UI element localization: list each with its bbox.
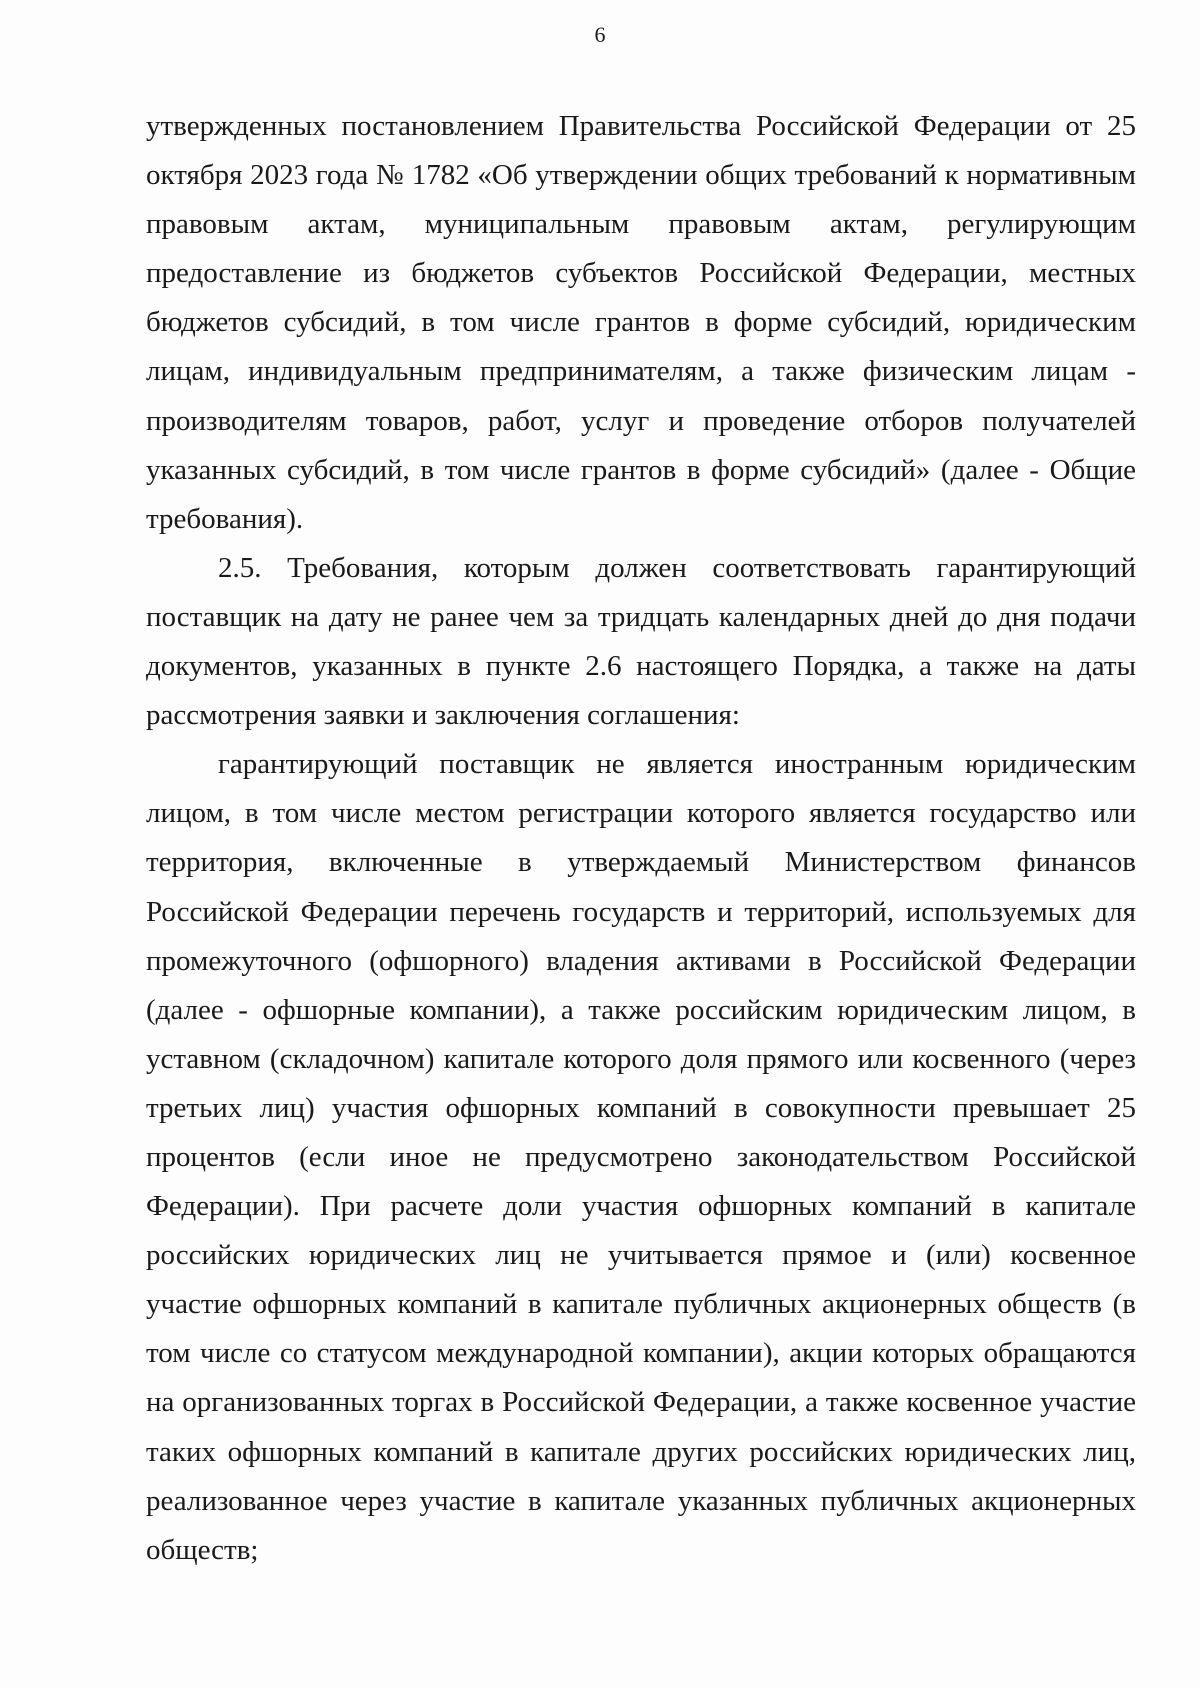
- paragraph-general-requirements-reference: утвержденных постановлением Правительства Российской Федерации от 25 октября 2023 года № 1782 «Об утверждении общих требований к нормативным правовым актам, муниципальным правовым актам, регулирующим предоставление из бюджетов субъектов Российской Федерации, местных бюджетов субсидий, в том числе грантов в форме субсидий, юридическим лицам, индивидуальным предпринимателям, а также физическим лицам - производителям товаров, работ, услуг и проведение отборов получателей указанных субсидий, в том числе грантов в форме субсидий» (далее - Общие требования).: [146, 110, 1136, 535]
- paragraph-offshore-requirement: гарантирующий поставщик не является иностранным юридическим лицом, в том числе местом регистрации которого является государство или территория, включенные в утверждаемый Министерством финансов Российской Федерации перечень государств и территорий, используемых для промежуточного (офшорного) владения активами в Российской Федерации (далее - офшорные компании), а также российским юридическим лицом, в уставном (складочном) капитале которого доля прямого или косвенного (через третьих лиц) участия офшорных компаний в совокупности превышает 25 процентов (если иное не предусмотрено законодательством Российской Федерации). При расчете доли участия офшорных компаний в капитале российских юридических лиц не учитывается прямое и (или) косвенное участие офшорных компаний в капитале публичных акционерных обществ (в том числе со статусом международной компании), акции которых обращаются на организованных торгах в Российской Федерации, а также косвенное участие таких офшорных компаний в капитале других российских юридических лиц, реализованное через участие в капитале указанных публичных акционерных обществ;: [146, 748, 1136, 1566]
- paragraph-section-2-5: 2.5. Требования, которым должен соответствовать гарантирующий поставщик на дату не ранее чем за тридцать календарных дней до дня подачи документов, указанных в пункте 2.6 настоящего Порядка, а также на даты рассмотрения заявки и заключения соглашения:: [146, 551, 1136, 732]
- page-number: 6: [594, 22, 606, 47]
- document-body: [146, 102, 1136, 1575]
